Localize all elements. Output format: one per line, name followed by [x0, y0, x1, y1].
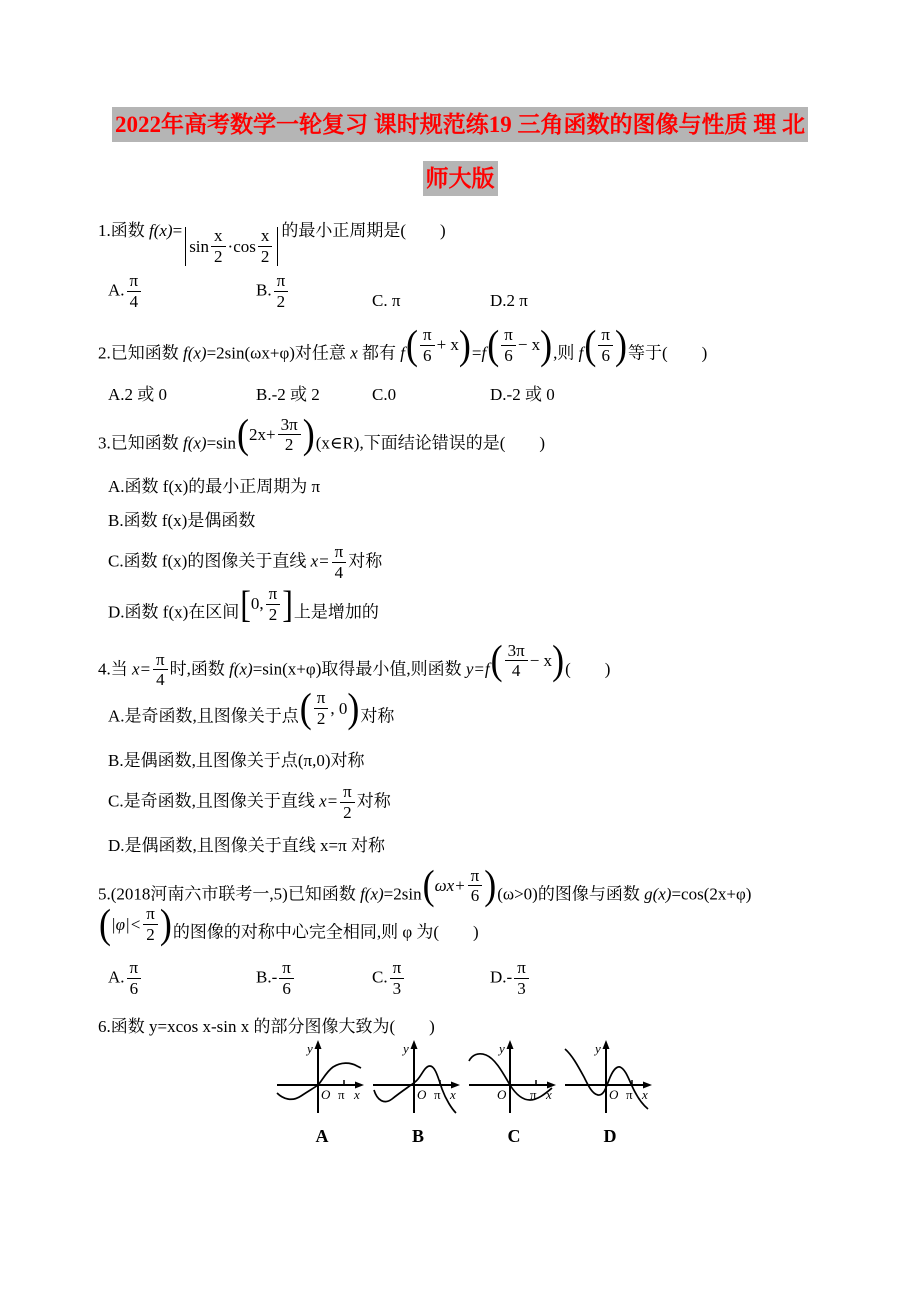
doc-title	[96, 110, 824, 194]
q2-mid2: 都有	[357, 343, 401, 363]
graph-a	[274, 1039, 370, 1147]
axis-label-x: x	[450, 1086, 456, 1102]
axis-label-y: y	[595, 1040, 601, 1056]
abs-value-group	[185, 227, 278, 266]
graph-b	[370, 1039, 466, 1147]
q5-option-c: C. $\frac{\pi}{3}$	[372, 959, 490, 998]
question-5-stem-line2: ( |φ|< $\frac{\pi}{2}$ ) 的图像的对称中心完全相同,则 φ 为( )	[99, 901, 479, 948]
fraction: $\frac{\pi}{6}$	[468, 867, 483, 906]
q3-option-c: C.函数 f(x)的图像关于直线 x= $\frac{\pi}{4}$ 对称	[108, 542, 383, 583]
q2-f1: f	[400, 343, 405, 363]
big-paren-left: (	[490, 637, 503, 684]
fraction: $\frac{3\pi}{2}$	[278, 416, 301, 455]
graph-c-label: C	[507, 1125, 521, 1146]
q3-option-a: A.函数 f(x)的最小正周期为 π	[108, 477, 321, 497]
big-paren-right: )	[302, 411, 315, 458]
bracket-group: [ 0, $\frac{\pi}{2}$ ]	[240, 582, 293, 626]
question-1-stem	[96, 216, 824, 266]
graph-c-plot	[466, 1039, 562, 1123]
question-2	[96, 321, 824, 405]
q1-option-d: D.2 π	[490, 290, 528, 310]
question-1-options	[96, 272, 824, 311]
axis-label-o: O	[497, 1086, 507, 1102]
axis-label-pi: π	[338, 1086, 345, 1102]
fraction: $\frac{\pi}{3}$	[514, 959, 529, 998]
q2-f3: f	[578, 343, 584, 363]
paren-group: ( ωx+ $\frac{\pi}{6}$ )	[422, 862, 497, 909]
q5-option-a: A. $\frac{\pi}{6}$	[108, 959, 256, 998]
q2-lead: 2.已知函数	[98, 343, 183, 363]
q4-option-c: C.是奇函数,且图像关于直线 x= $\frac{\pi}{2}$ 对称	[108, 781, 391, 822]
q2-x: x	[350, 343, 358, 363]
question-4-stem: 4.当 x= $\frac{\pi}{4}$ 时,函数 f(x)=sin(x+φ)取得最小值,则函数 y=f ( $\frac{3\pi}{4}$ − x ) ( )	[98, 637, 611, 690]
big-paren-right: )	[159, 901, 172, 948]
question-6	[96, 1012, 824, 1147]
big-paren-right: )	[347, 685, 360, 732]
q4-option-a: A.是奇函数,且图像关于点 ( $\frac{\pi}{2}$ , 0 ) 对称	[108, 685, 395, 732]
q1-option-c: C. π	[372, 290, 401, 310]
q5-lead: 5.(2018河南六市联考一,5)已知函数	[98, 883, 361, 903]
q4-lead: 4.当	[98, 658, 132, 678]
big-paren-left: (	[405, 321, 418, 368]
doc-title-line2	[96, 164, 824, 194]
fraction: $\frac{\pi}{2}$	[274, 272, 289, 311]
axis-label-y: y	[499, 1040, 505, 1056]
q3-eq: =sin	[206, 432, 237, 452]
fraction: $\frac{\pi}{4}$	[127, 272, 142, 311]
q1-eq: =	[172, 220, 183, 240]
doc-title-line1	[96, 110, 824, 140]
q3-option-b: B.函数 f(x)是偶函数	[108, 511, 256, 531]
paren-group: ( $\frac{\pi}{6}$ + x )	[405, 321, 471, 368]
q2-option-d: D.-2 或 0	[490, 384, 555, 404]
big-bracket-left: [	[240, 582, 251, 626]
q2-option-b: B.-2 或 2	[256, 384, 320, 404]
fraction: $\frac{x}{2}$	[211, 227, 226, 266]
big-paren-left: (	[422, 862, 435, 909]
fraction: $\frac{\pi}{3}$	[390, 959, 405, 998]
q1-lead: 1.函数	[98, 220, 149, 240]
axis-label-y: y	[403, 1040, 409, 1056]
fraction: $\frac{\pi}{4}$	[153, 651, 168, 690]
question-3-stem	[96, 411, 824, 464]
big-paren-right: )	[484, 862, 497, 909]
big-paren-right: )	[615, 321, 627, 368]
paren-group: ( $\frac{\pi}{6}$ − x )	[487, 321, 553, 368]
q2-option-c: C.0	[372, 384, 397, 404]
doc-title-line1-text: 2022年高考数学一轮复习 课时规范练19 三角函数的图像与性质 理 北	[112, 107, 808, 142]
axis-label-o: O	[417, 1086, 427, 1102]
graph-a-label: A	[315, 1125, 329, 1146]
q2-f2: f	[481, 343, 487, 363]
q2-option-a: A.2 或 0	[108, 384, 168, 404]
q1-tail: 的最小正周期是( )	[281, 220, 446, 240]
q3-tail: (x∈R),下面结论错误的是( )	[315, 432, 546, 452]
question-1	[96, 216, 824, 311]
graph-a-plot	[274, 1039, 370, 1123]
paren-group: ( $\frac{\pi}{2}$ , 0 )	[299, 685, 360, 732]
fraction: $\frac{\pi}{6}$	[127, 959, 142, 998]
big-bracket-right: ]	[282, 582, 293, 626]
doc-title-line2-text: 师大版	[423, 161, 498, 196]
q1-option-b: B. $\frac{\pi}{2}$	[256, 272, 372, 311]
q4-option-d: D.是偶函数,且图像关于直线 x=π 对称	[108, 835, 385, 855]
graph-d-label: D	[603, 1125, 617, 1146]
axis-label-x: x	[546, 1086, 552, 1102]
q3-fx: f(x)	[183, 432, 207, 452]
q2-mid1: =2sin(ωx+φ)对任意	[206, 343, 351, 363]
paren-group: ( 2x+ $\frac{3\pi}{2}$ )	[237, 411, 315, 458]
axis-label-x: x	[642, 1086, 648, 1102]
big-paren-right: )	[540, 321, 553, 368]
big-paren-left: (	[99, 901, 111, 948]
q5-option-b: B.- $\frac{\pi}{6}$	[256, 959, 372, 998]
q1-dot: ·	[227, 236, 234, 256]
fraction: $\frac{\pi}{6}$	[598, 326, 613, 365]
axis-label-pi: π	[626, 1086, 633, 1102]
question-6-stem: 6.函数 y=xcos x-sin x 的部分图像大致为( )	[98, 1016, 435, 1036]
q5-option-d: D.- $\frac{\pi}{3}$	[490, 959, 531, 998]
question-5	[96, 862, 824, 998]
q3-option-d: D.函数 f(x)在区间 [ 0, $\frac{\pi}{2}$ ] 上是增加的	[108, 582, 379, 626]
q2-fx: f(x)	[183, 343, 207, 363]
big-paren-right: )	[552, 637, 565, 684]
paren-group: ( $\frac{3\pi}{4}$ − x )	[490, 637, 565, 684]
big-paren-right: )	[458, 321, 471, 368]
fraction: $\frac{\pi}{2}$	[143, 905, 158, 944]
q1-cos: cos	[233, 236, 256, 256]
graph-d-plot	[562, 1039, 658, 1123]
graph-b-plot	[370, 1039, 466, 1123]
graph-d	[562, 1039, 658, 1147]
q2-mid3: ,则	[553, 343, 579, 363]
q2-tail: 等于( )	[628, 343, 708, 363]
question-5-stem-line1: 5.(2018河南六市联考一,5)已知函数 f(x)=2sin ( ωx+ $\frac{\pi}{6}$ ) (ω>0)的图像与函数 g(x)=cos(2x+φ)	[98, 862, 752, 909]
graph-c	[466, 1039, 562, 1147]
fraction: $\frac{\pi}{2}$	[314, 689, 329, 728]
axis-label-y: y	[307, 1040, 313, 1056]
q1-option-a: A. $\frac{\pi}{4}$	[108, 272, 256, 311]
paren-group	[584, 321, 627, 368]
axis-label-pi: π	[434, 1086, 441, 1102]
fraction: $\frac{\pi}{6}$	[420, 326, 435, 365]
big-paren-left: (	[299, 685, 312, 732]
fraction: $\frac{\pi}{2}$	[266, 585, 281, 624]
axis-label-pi: π	[530, 1086, 537, 1102]
question-3	[96, 411, 824, 633]
fraction: $\frac{\pi}{6}$	[279, 959, 294, 998]
axis-label-o: O	[321, 1086, 331, 1102]
fraction: $\frac{\pi}{2}$	[340, 783, 355, 822]
fraction: $\frac{\pi}{6}$	[501, 326, 516, 365]
q4-option-b: B.是偶函数,且图像关于点(π,0)对称	[108, 750, 365, 770]
q1-fx: f(x)	[149, 220, 173, 240]
fraction: $\frac{x}{2}$	[258, 227, 273, 266]
question-2-options	[96, 380, 824, 405]
fraction: $\frac{3\pi}{4}$	[505, 642, 528, 681]
axis-label-x: x	[354, 1086, 360, 1102]
axis-label-o: O	[609, 1086, 619, 1102]
graph-b-label: B	[411, 1125, 424, 1146]
q2-eq: =	[471, 343, 482, 363]
big-paren-left: (	[487, 321, 500, 368]
q3-lead: 3.已知函数	[98, 432, 183, 452]
paren-group: ( |φ|< $\frac{\pi}{2}$ )	[99, 901, 172, 948]
question-5-options	[96, 959, 824, 998]
big-paren-left: (	[584, 321, 597, 368]
q1-sin: sin	[189, 236, 210, 256]
question-4	[96, 637, 824, 856]
big-paren-left: (	[237, 411, 250, 458]
question-2-stem	[96, 321, 824, 374]
fraction: $\frac{\pi}{4}$	[332, 543, 347, 582]
question-6-graphs	[274, 1039, 824, 1147]
